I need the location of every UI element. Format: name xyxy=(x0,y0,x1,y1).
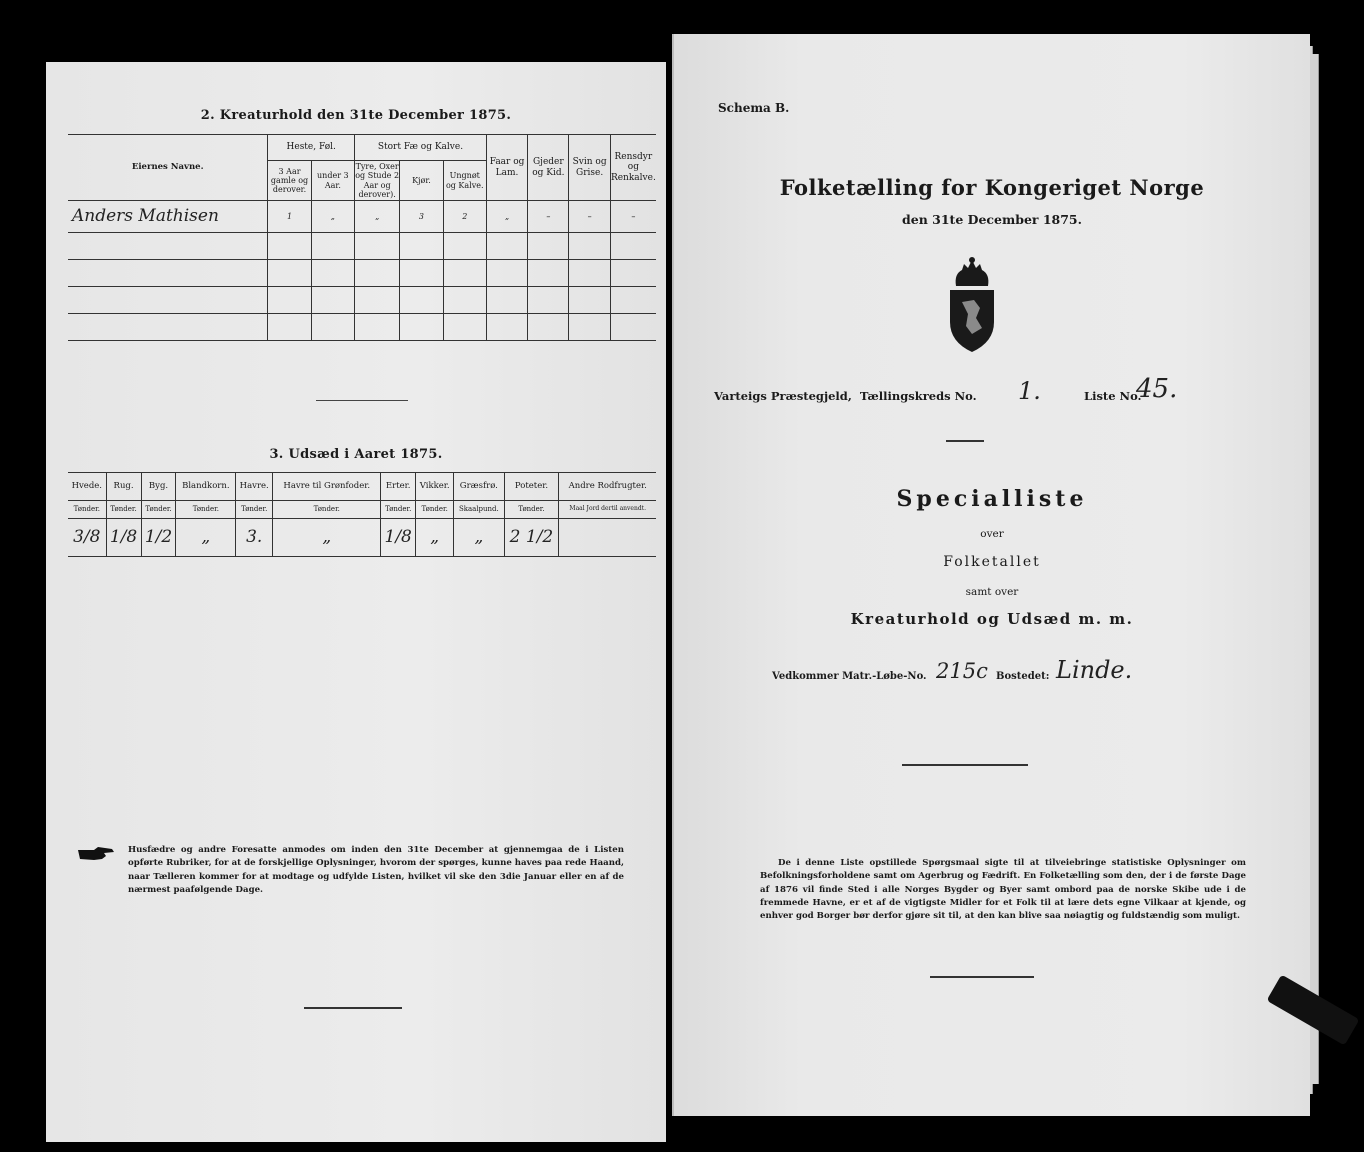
cell-faar: „ xyxy=(486,201,527,233)
livestock-table xyxy=(68,134,656,341)
cell-rensdyr: – xyxy=(610,201,656,233)
table-row xyxy=(68,201,656,233)
cell-kjor: 3 xyxy=(400,201,443,233)
table-row xyxy=(68,260,656,287)
samt-over-text: samt over xyxy=(965,586,1019,598)
district-label: Tællingskreds No. xyxy=(859,389,977,403)
seed-value: „ xyxy=(416,519,454,557)
district-value: 1. xyxy=(1018,377,1041,405)
seed-value: 1/8 xyxy=(381,519,416,557)
stortfae-sub-kjor: Kjør. xyxy=(400,161,443,201)
seed-unit: Tønder. xyxy=(416,501,454,519)
seed-unit: Tønder. xyxy=(68,501,106,519)
divider xyxy=(316,400,408,401)
cell-ungnot: 2 xyxy=(443,201,486,233)
seed-value: 3/8 xyxy=(68,519,106,557)
svin-header: Svin og Grise. xyxy=(569,135,610,201)
stortfae-header: Stort Fæ og Kalve. xyxy=(355,135,487,161)
seed-unit: Skaalpund. xyxy=(454,501,504,519)
cell-tyre: „ xyxy=(355,201,400,233)
seed-unit: Maal Jord dertil anvendt. xyxy=(559,501,656,519)
table-row xyxy=(68,314,656,341)
seed-unit: Tønder. xyxy=(236,501,273,519)
parish-label xyxy=(714,389,977,403)
seed-unit: Tønder. xyxy=(106,501,141,519)
seed-value: 2 1/2 xyxy=(504,519,559,557)
parish-label-text: Varteigs Præstegjeld, xyxy=(714,389,852,403)
left-page xyxy=(46,62,666,1142)
seed-value: 3. xyxy=(236,519,273,557)
seed-value: „ xyxy=(454,519,504,557)
seed-header: Vikker. xyxy=(416,473,454,501)
coat-of-arms-icon xyxy=(940,256,1004,356)
divider xyxy=(902,764,1028,766)
seed-value: 1/2 xyxy=(141,519,176,557)
owner-name: Anders Mathisen xyxy=(68,201,268,233)
cell-heste-u3: „ xyxy=(311,201,354,233)
seed-header: Havre til Grønfoder. xyxy=(273,473,381,501)
notice-text: Husfædre og andre Foresatte anmodes om inden den 31te December at gjennemgaa de i Listen opførte Rubriker, for at de forskjellige Oplysninger, hvorom der spørges, kunne haves paa rede Haand, naar Tælleren kommer for at modtage og udfylde Listen, hvilket vil ske den 3die Januar eller en af de nærmest paafølgende Dage. xyxy=(128,845,624,895)
census-date: den 31te December 1875. xyxy=(902,212,1082,227)
gjeder-header: Gjeder og Kid. xyxy=(528,135,569,201)
stortfae-sub-tyre: Tyre, Oxer og Stude 2 Aar og derover). xyxy=(355,162,400,199)
pointing-hand-icon xyxy=(76,845,116,863)
over-text: over xyxy=(980,528,1004,540)
table-row xyxy=(68,233,656,260)
footer-text: De i denne Liste opstillede Spørgsmaal sigte til at tilveiebringe statistiske Oplysninger om Befolkningsforholdene samt om Agerbrug og Fædrift. En Folketælling som den, der i de første Dage af 1876 vil finde Sted i alle Norges Bygder og Byer samt ombord paa de norske Skibe ude i de fremmede Havne, er et af de vigtigste Midler for et Folk til at lære dets egne Vilkaar at kjende, og enhver god Borger bør derfor gjøre sit til, at den kan blive saa nøiagtig og fuldstændig som muligt. xyxy=(760,858,1246,922)
table-row xyxy=(68,287,656,314)
section3-title: 3. Udsæd i Aaret 1875. xyxy=(269,447,443,462)
seed-unit: Tønder. xyxy=(504,501,559,519)
heste-sub-3aar: 3 Aar gamle og derover. xyxy=(268,161,311,201)
seed-unit: Tønder. xyxy=(176,501,236,519)
cell-heste-3: 1 xyxy=(268,201,311,233)
bostedet-label: Bostedet: xyxy=(996,671,1050,682)
faar-header: Faar og Lam. xyxy=(486,135,527,201)
cell-svin: – xyxy=(569,201,610,233)
matr-value: 215c xyxy=(936,659,988,683)
bostedet-value: Linde. xyxy=(1056,656,1133,684)
divider xyxy=(930,976,1034,978)
seed-value: 1/8 xyxy=(106,519,141,557)
folketallet-text: Folketallet xyxy=(943,554,1041,570)
seed-table xyxy=(68,472,656,557)
matr-label: Vedkommer Matr.-Løbe-No. xyxy=(772,671,927,682)
seed-header: Poteter. xyxy=(504,473,559,501)
rensdyr-header: Rensdyr og Renkalve. xyxy=(610,135,656,201)
seed-header: Byg. xyxy=(141,473,176,501)
stortfae-sub-ungnot: Ungnøt og Kalve. xyxy=(443,161,486,201)
seed-header: Hvede. xyxy=(68,473,106,501)
seed-header: Græsfrø. xyxy=(454,473,504,501)
list-label: Liste No. xyxy=(1084,389,1142,403)
specialliste-heading: Specialliste xyxy=(896,486,1088,512)
seed-value: „ xyxy=(273,519,381,557)
seed-unit: Tønder. xyxy=(141,501,176,519)
seed-header: Andre Rodfrugter. xyxy=(559,473,656,501)
seed-header: Havre. xyxy=(236,473,273,501)
seed-value: „ xyxy=(176,519,236,557)
kreaturhold-heading: Kreaturhold og Udsæd m. m. xyxy=(850,610,1134,628)
seed-unit: Tønder. xyxy=(381,501,416,519)
heste-header: Heste, Føl. xyxy=(268,135,355,161)
section2-title: 2. Kreaturhold den 31te December 1875. xyxy=(200,108,512,123)
right-page xyxy=(672,34,1310,1116)
seed-unit: Tønder. xyxy=(273,501,381,519)
main-title: Folketælling for Kongeriget Norge xyxy=(779,175,1205,200)
list-value: 45. xyxy=(1136,374,1178,404)
owner-header: Eiernes Navne. xyxy=(68,135,268,201)
divider xyxy=(946,440,984,442)
schema-label: Schema B. xyxy=(718,101,790,115)
seed-header: Blandkorn. xyxy=(176,473,236,501)
seed-header: Erter. xyxy=(381,473,416,501)
divider xyxy=(304,1007,402,1009)
heste-sub-under3: under 3 Aar. xyxy=(311,161,354,201)
seed-value xyxy=(559,519,656,557)
seed-header: Rug. xyxy=(106,473,141,501)
cell-gjeder: – xyxy=(528,201,569,233)
